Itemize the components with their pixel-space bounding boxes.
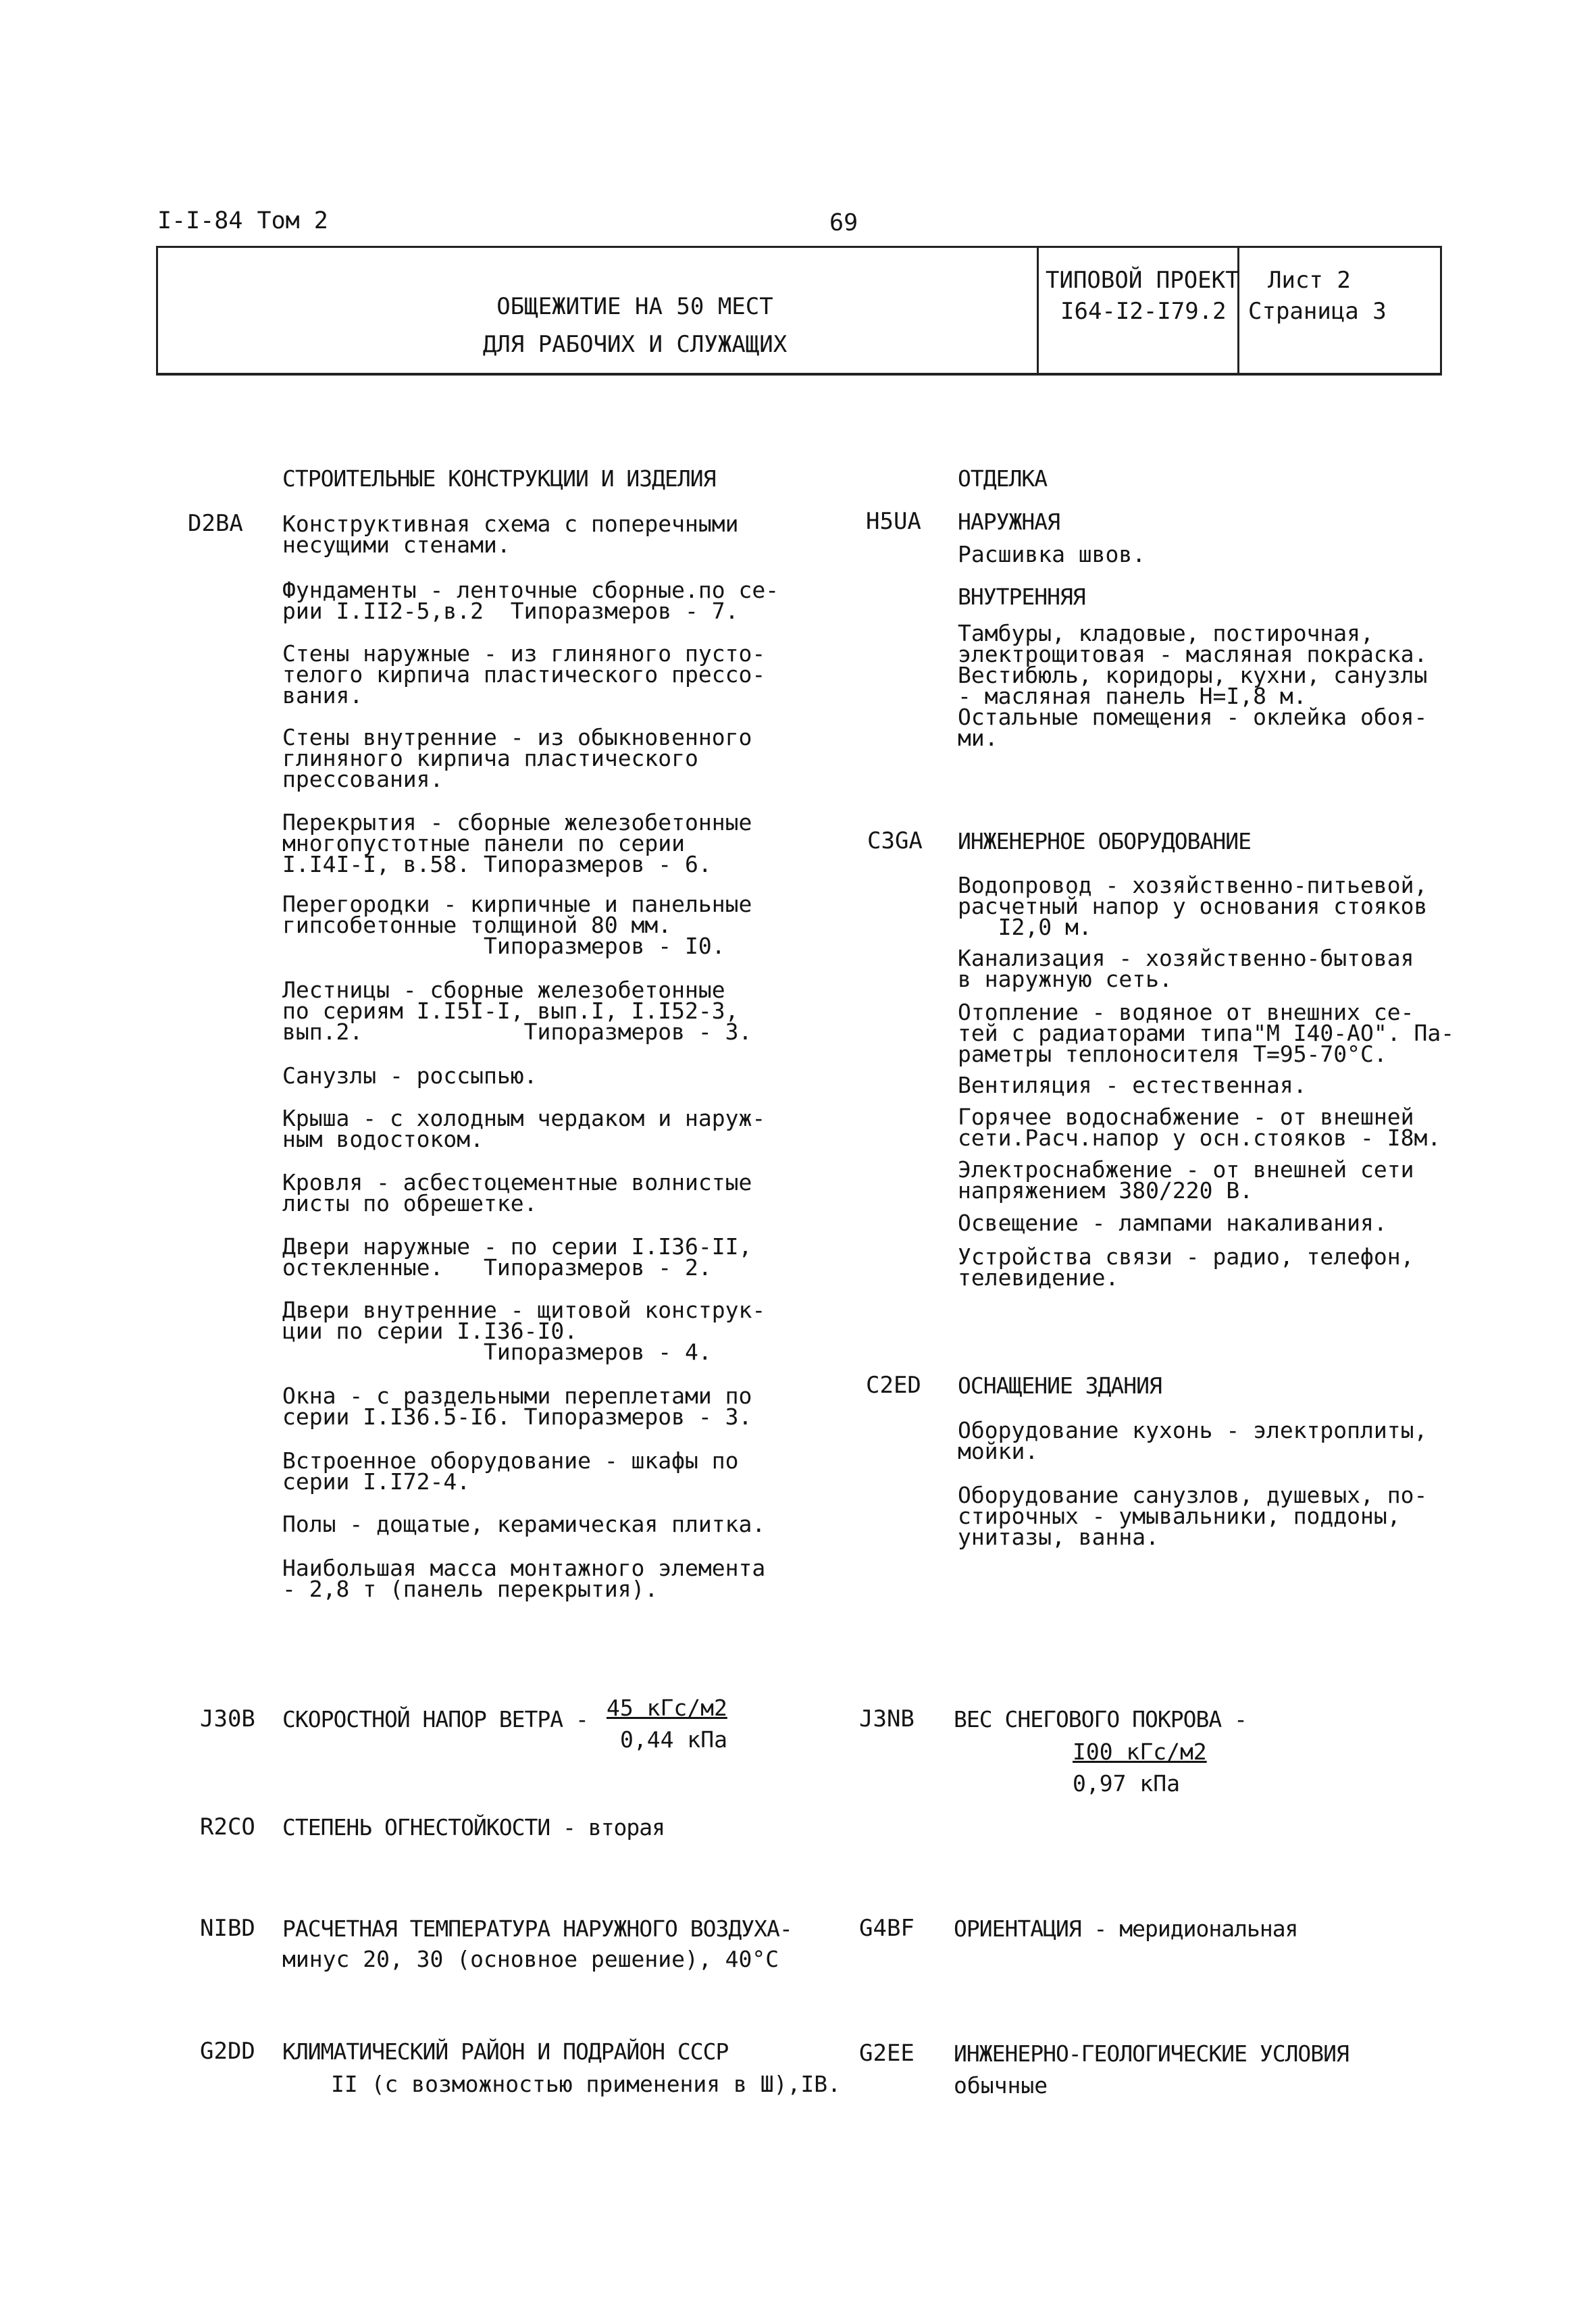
structure-item: Лестницы - сборные железобетонные по сериям I.I5I-I, вып.I, I.I52-3, вып.2. Типоразмеров - 3. xyxy=(282,977,752,1045)
subheading-outer: НАРУЖНАЯ xyxy=(958,509,1060,535)
structure-item: Крыша - с холодным чердаком и наруж- ным водостоком. xyxy=(282,1105,766,1152)
temperature-code: NIBD xyxy=(200,1915,255,1942)
equipment-item: Оборудование кухонь - электроплиты, мойки. xyxy=(958,1417,1428,1464)
fire-resistance: СТЕПЕНЬ ОГНЕСТОЙКОСТИ - вторая xyxy=(282,1814,665,1841)
structure-item: Фундаменты - ленточные сборные.по се- рии I.II2-5,в.2 Типоразмеров - 7. xyxy=(282,577,779,624)
wind-code: J30B xyxy=(200,1705,255,1732)
project-number: I64-I2-I79.2 xyxy=(1060,298,1227,325)
engineering-item: Вентиляция - естественная. xyxy=(958,1072,1307,1098)
section-heading-engineering: ИНЖЕНЕРНОЕ ОБОРУДОВАНИЕ xyxy=(958,828,1251,854)
climate-values: II (с возможностью применения в Ш),IВ. xyxy=(331,2071,841,2097)
snow-code: J3NB xyxy=(859,1705,915,1732)
outer-finish-text: Расшивка швов. xyxy=(958,541,1146,567)
wind-value-kgf: 45 кГс/м2 xyxy=(607,1695,727,1721)
orientation: ОРИЕНТАЦИЯ - меридиональная xyxy=(954,1916,1298,1942)
document-title-line2: ДЛЯ РАБОЧИХ И СЛУЖАЩИХ xyxy=(482,331,788,358)
structure-item: Встроенное оборудование - шкафы по серии I.I72-4. xyxy=(282,1447,739,1495)
snow-value-kpa: 0,97 кПа xyxy=(1073,1770,1180,1797)
engineering-item: Устройства связи - радио, телефон, телевидение. xyxy=(958,1243,1414,1291)
page-number: 69 xyxy=(829,209,858,236)
title-block-divider xyxy=(1237,246,1239,376)
inner-finish-text: Тамбуры, кладовые, постирочная, электрощитовая - масляная покраска. Вестибюль, коридоры, кухни, санузлы - масляная панель Н=I,8 м. Остальные помещения - оклейка обоя- ми. xyxy=(958,620,1428,751)
structure-item: Санузлы - россыпью. xyxy=(282,1062,538,1089)
orientation-code: G4BF xyxy=(859,1915,915,1942)
equipment-item: Оборудование санузлов, душевых, по- стирочных - умывальники, поддоны, унитазы, ванна. xyxy=(958,1482,1428,1550)
section-heading-finish: ОТДЕЛКА xyxy=(958,465,1048,492)
engineering-item: Освещение - лампами накаливания. xyxy=(958,1210,1387,1236)
engineering-item: Водопровод - хозяйственно-питьевой, расчетный напор у основания стояков I2,0 м. xyxy=(958,872,1428,940)
fire-code: R2CO xyxy=(200,1814,255,1841)
title-block-divider xyxy=(1037,246,1039,376)
structure-item: Кровля - асбестоцементные волнистые листы по обрешетке. xyxy=(282,1169,752,1216)
structure-item: Стены внутренние - из обыкновенного глиняного кирпича пластического прессования. xyxy=(282,724,752,792)
engineering-item: Канализация - хозяйственно-бытовая в наружную сеть. xyxy=(958,945,1414,992)
structure-item: Окна - с раздельными переплетами по серии I.I36.5-I6. Типоразмеров - 3. xyxy=(282,1383,752,1430)
section-code: D2BA xyxy=(188,510,243,537)
structure-item: Стены наружные - из глиняного пусто- телого кирпича пластического прессо- вания. xyxy=(282,640,766,709)
section-code: C2ED xyxy=(866,1372,921,1399)
wind-value-kpa: 0,44 кПа xyxy=(620,1726,727,1753)
section-heading-equipment: ОСНАЩЕНИЕ ЗДАНИЯ xyxy=(958,1372,1162,1399)
geology-label: ИНЖЕНЕРНО-ГЕОЛОГИЧЕСКИЕ УСЛОВИЯ xyxy=(954,2040,1349,2067)
geology-values: обычные xyxy=(954,2072,1048,2099)
section-heading-structures: СТРОИТЕЛЬНЫЕ КОНСТРУКЦИИ И ИЗДЕЛИЯ xyxy=(282,465,716,492)
subheading-inner: ВНУТРЕННЯЯ xyxy=(958,584,1085,610)
page-within-sheet: Страница 3 xyxy=(1248,298,1387,325)
engineering-item: Отопление - водяное от внешних се- тей с радиаторами типа"М I40-АО". Па- раметры теплоносителя Т=95-70°С. xyxy=(958,999,1455,1067)
section-code: C3GA xyxy=(867,827,923,854)
section-code: H5UA xyxy=(866,508,921,535)
structure-item: Перегородки - кирпичные и панельные гипсобетонные толщиной 80 мм. Типоразмеров - I0. xyxy=(282,891,752,959)
temperature-label: РАСЧЕТНАЯ ТЕМПЕРАТУРА НАРУЖНОГО ВОЗДУХА- xyxy=(282,1916,792,1942)
sheet-number: Лист 2 xyxy=(1268,267,1351,294)
temperature-values: минус 20, 30 (основное решение), 40°С xyxy=(282,1946,779,1972)
engineering-item: Горячее водоснабжение - от внешней сети.Расч.напор у осн.стояков - I8м. xyxy=(958,1104,1441,1151)
wind-label: СКОРОСТНОЙ НАПОР ВЕТРА - xyxy=(282,1706,588,1732)
document-reference: I-I-84 Том 2 xyxy=(157,207,328,234)
snow-value-kgf: I00 кГс/м2 xyxy=(1073,1739,1207,1765)
climate-label: КЛИМАТИЧЕСКИЙ РАЙОН И ПОДРАЙОН СССР xyxy=(282,2038,729,2065)
snow-label: ВЕС СНЕГОВОГО ПОКРОВА - xyxy=(954,1706,1247,1732)
engineering-item: Электроснабжение - от внешней сети напряжением 380/220 В. xyxy=(958,1156,1414,1204)
structure-item: Наибольшая масса монтажного элемента - 2,8 т (панель перекрытия). xyxy=(282,1555,766,1602)
structure-item: Конструктивная схема с поперечными несущими стенами. xyxy=(282,511,739,558)
climate-code: G2DD xyxy=(200,2038,255,2065)
structure-item: Двери внутренние - щитовой конструк- ции по серии I.I36-I0. Типоразмеров - 4. xyxy=(282,1297,766,1365)
geology-code: G2EE xyxy=(859,2040,915,2067)
structure-item: Полы - дощатые, керамическая плитка. xyxy=(282,1511,766,1537)
document-title-line1: ОБЩЕЖИТИЕ НА 50 МЕСТ xyxy=(496,293,773,320)
project-type: ТИПОВОЙ ПРОЕКТ xyxy=(1046,267,1239,294)
structure-item: Перекрытия - сборные железобетонные многопустотные панели по серии I.I4I-I, в.58. Типоразмеров - 6. xyxy=(282,809,752,877)
structure-item: Двери наружные - по серии I.I36-II, остекленные. Типоразмеров - 2. xyxy=(282,1233,752,1281)
